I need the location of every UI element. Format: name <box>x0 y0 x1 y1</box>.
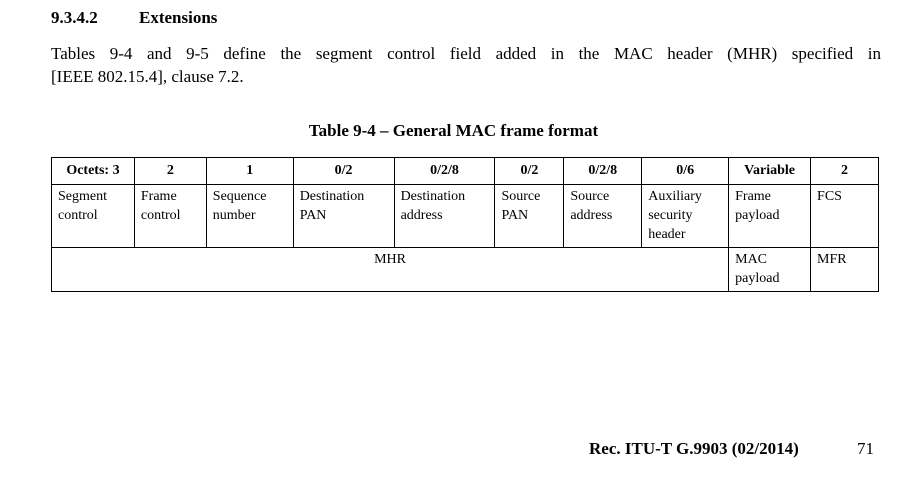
field-cell: Source address <box>564 185 642 248</box>
paragraph-line-2: [IEEE 802.15.4], clause 7.2. <box>51 67 244 86</box>
field-cell: Sequence number <box>206 185 293 248</box>
header-cell: 0/2 <box>495 158 564 185</box>
table-caption: Table 9-4 – General MAC frame format <box>308 121 599 140</box>
section-number: 9.3.4.2 <box>51 8 98 27</box>
octets-header-row <box>52 158 879 185</box>
page-number: 71 <box>857 439 874 458</box>
header-cell: 0/2/8 <box>394 158 495 185</box>
field-names-row <box>52 185 879 248</box>
mfr-group-cell: MFR <box>811 248 879 292</box>
field-cell: Source PAN <box>495 185 564 248</box>
recommendation-id: Rec. ITU-T G.9903 (02/2014) <box>589 439 799 458</box>
header-cell: 0/2 <box>293 158 394 185</box>
header-cell: Octets: 3 <box>52 158 135 185</box>
group-row <box>52 248 879 292</box>
field-cell: Auxiliary security header <box>642 185 729 248</box>
header-cell: Variable <box>729 158 811 185</box>
mac-payload-group-cell: MAC payload <box>729 248 811 292</box>
section-heading <box>51 8 217 28</box>
paragraph-line-1: Tables 9-4 and 9-5 define the segment control field added in the MAC header (MHR) specified in <box>51 44 881 63</box>
field-cell: Frame payload <box>729 185 811 248</box>
intro-paragraph <box>51 42 881 88</box>
header-cell: 0/2/8 <box>564 158 642 185</box>
mac-frame-format-table <box>51 157 879 292</box>
field-cell: FCS <box>811 185 879 248</box>
header-cell: 0/6 <box>642 158 729 185</box>
field-cell: Destination address <box>394 185 495 248</box>
header-cell: 2 <box>811 158 879 185</box>
field-cell: Destination PAN <box>293 185 394 248</box>
header-cell: 2 <box>134 158 206 185</box>
field-cell: Segment control <box>52 185 135 248</box>
header-cell: 1 <box>206 158 293 185</box>
field-cell: Frame control <box>134 185 206 248</box>
mhr-group-cell: MHR <box>52 248 729 292</box>
section-title: Extensions <box>139 8 218 27</box>
